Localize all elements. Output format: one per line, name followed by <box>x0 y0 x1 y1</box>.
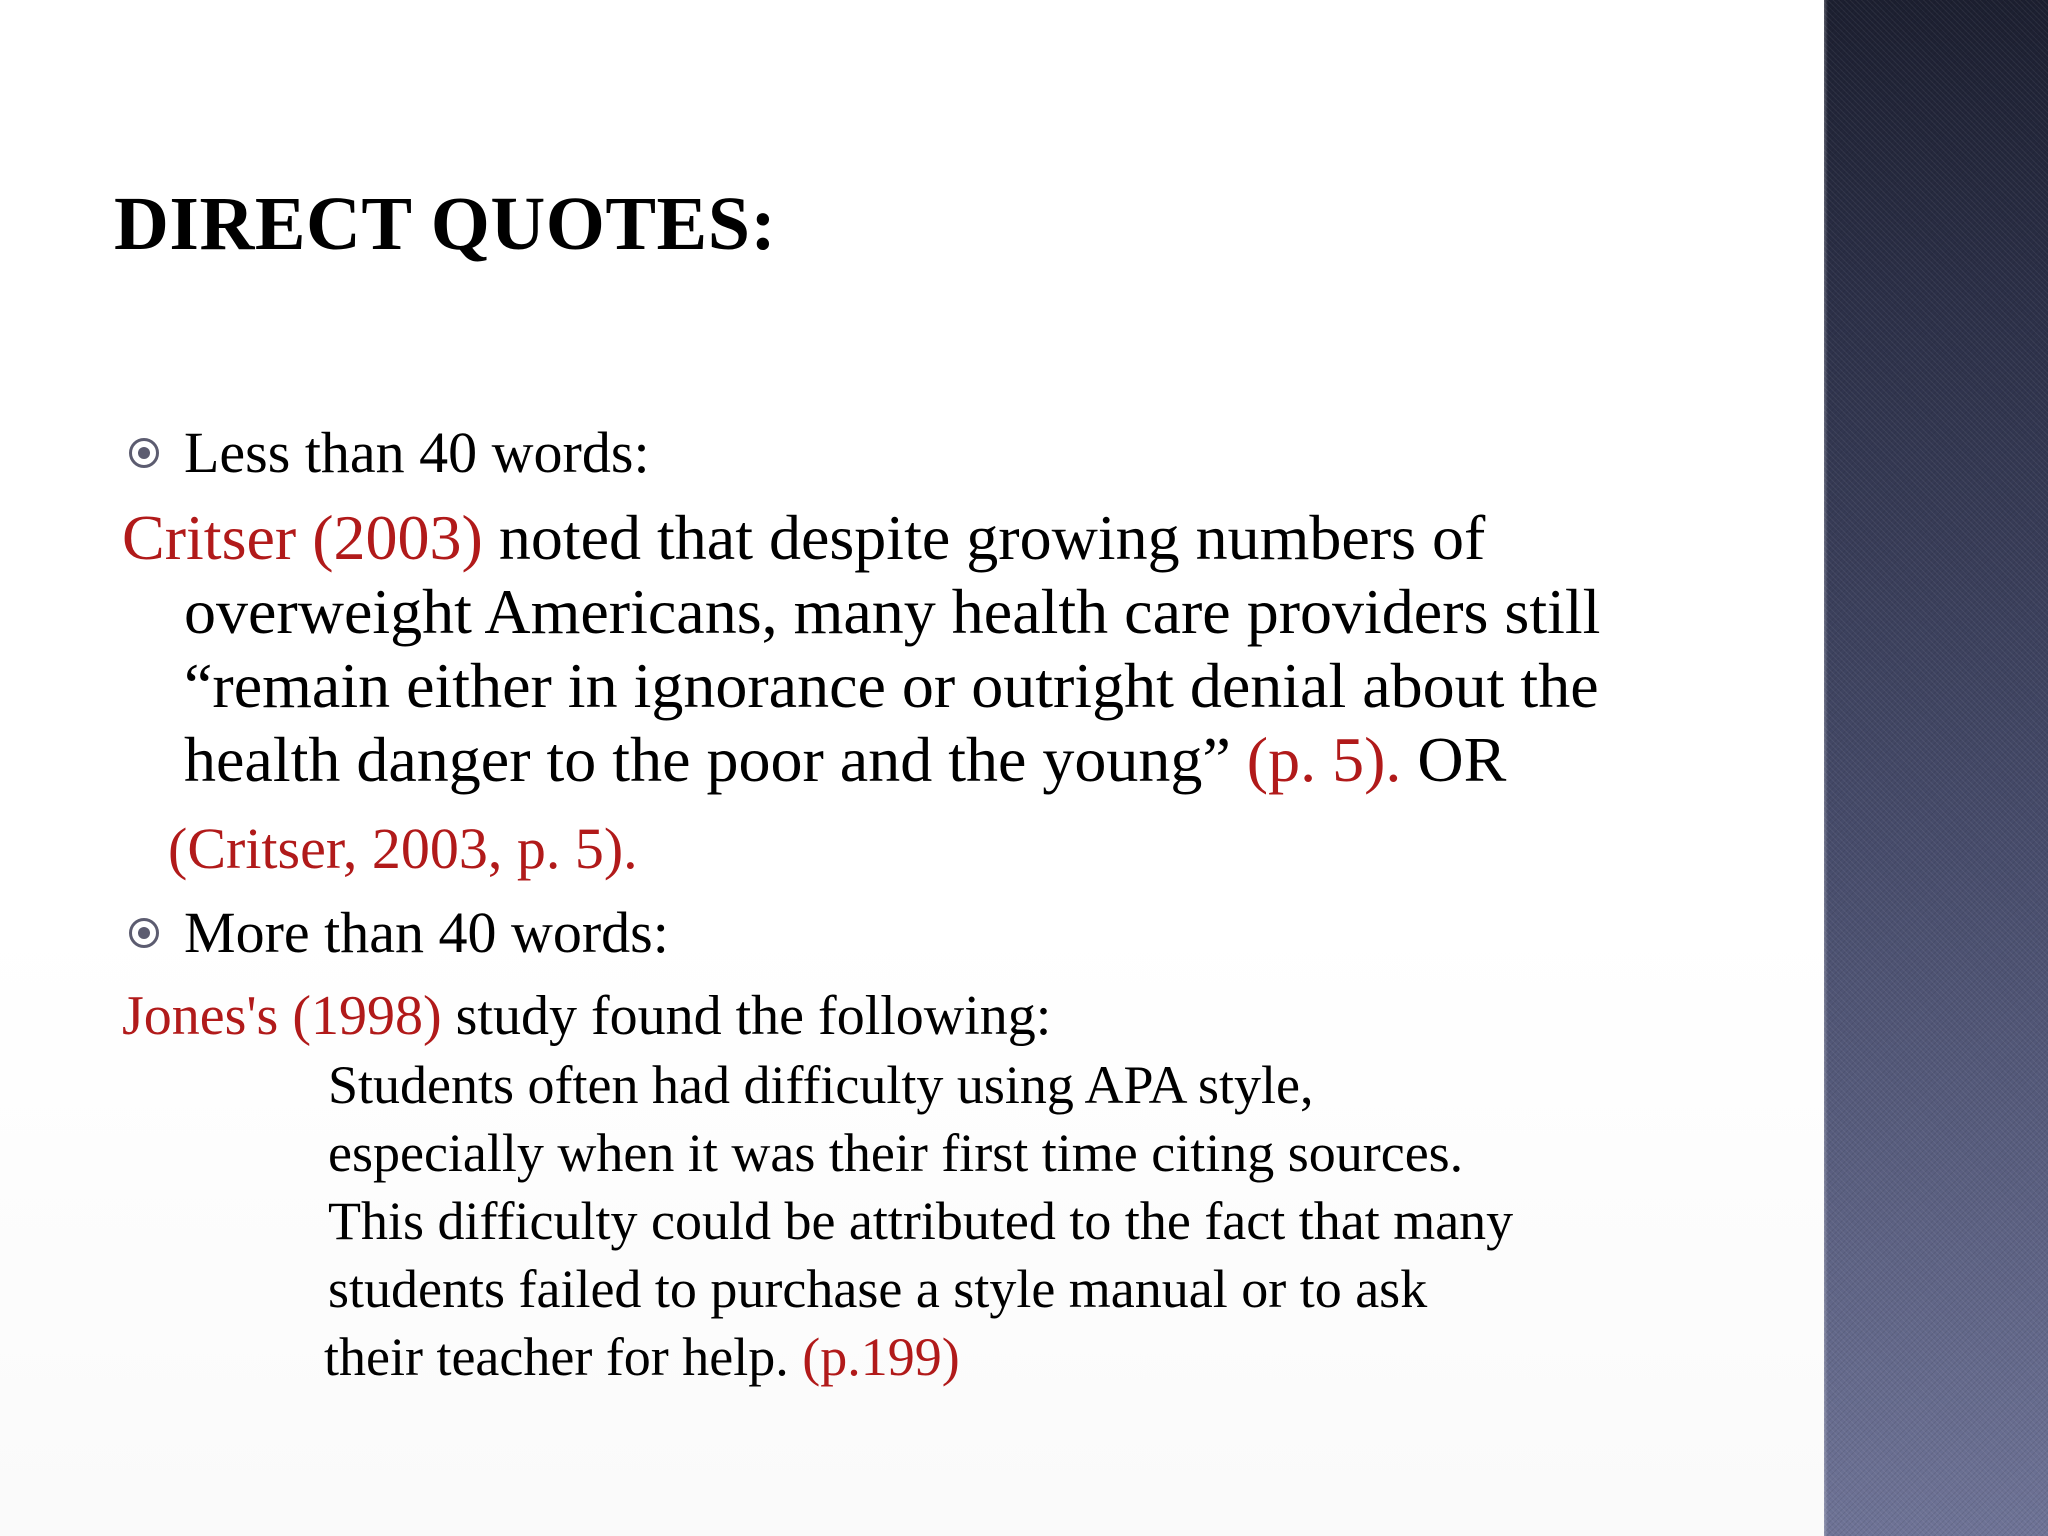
decorative-side-panel <box>1824 0 2048 1536</box>
quote2-citation-author-year: Jones's (1998) <box>122 985 442 1047</box>
slide-title: DIRECT QUOTES: <box>114 182 777 266</box>
bullet-label-less-than-40: Less than 40 words: <box>184 420 650 485</box>
quote1-line1 <box>122 502 1486 573</box>
quote1-alternate-citation: (Critser, 2003, p. 5). <box>168 816 638 881</box>
block-quote-line3: This difficulty could be attributed to the fact that many <box>328 1191 1514 1251</box>
circled-dot-bullet-icon <box>129 918 159 948</box>
quote1-line4 <box>184 724 1507 795</box>
block-quote-line2: especially when it was their first time citing sources. <box>328 1123 1464 1183</box>
quote1-line2: overweight Americans, many health care providers still <box>184 576 1601 647</box>
quote1-line3: “remain either in ignorance or outright denial about the <box>184 650 1599 721</box>
circled-dot-bullet-icon <box>129 438 159 468</box>
block-quote-line1: Students often had difficulty using APA style, <box>328 1055 1314 1115</box>
quote1-citation-author-year: Critser (2003) <box>122 502 483 573</box>
quote2-intro-text: study found the following: <box>441 985 1052 1047</box>
side-panel-texture <box>1824 0 2048 1536</box>
quote1-line1-text: noted that despite growing numbers of <box>482 502 1486 573</box>
quote1-page-citation: (p. 5). <box>1246 724 1402 795</box>
quote1-or-text: OR <box>1401 724 1507 795</box>
quote1-line4-text: health danger to the poor and the young” <box>184 724 1247 795</box>
bullet-label-more-than-40: More than 40 words: <box>184 900 669 965</box>
side-panel-edge <box>1824 0 1828 1536</box>
block-quote-page-citation: (p.199) <box>802 1327 960 1387</box>
block-quote-line4: students failed to purchase a style manual or to ask <box>328 1259 1428 1319</box>
quote2-intro <box>122 985 1052 1047</box>
block-quote-line5 <box>324 1327 960 1387</box>
block-quote-line5-text: their teacher for help. <box>324 1327 803 1387</box>
